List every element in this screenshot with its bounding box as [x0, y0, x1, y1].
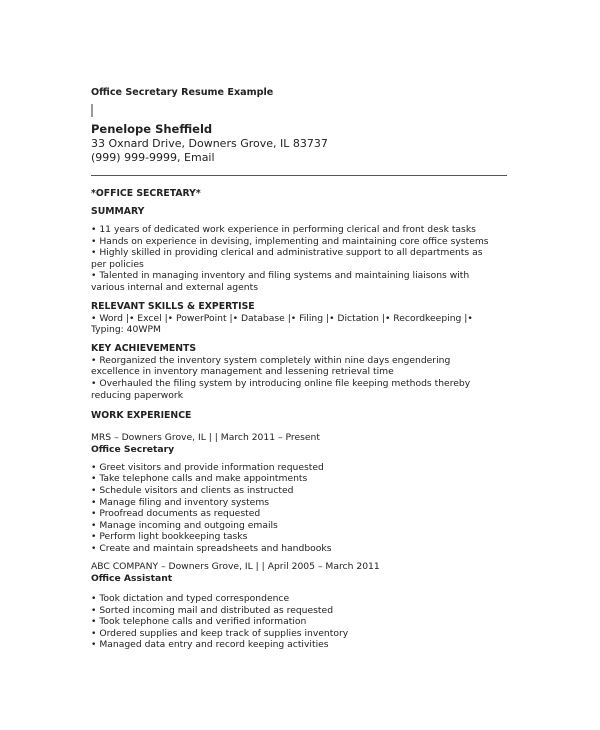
job-entry [91, 432, 511, 554]
list-item: • 11 years of dedicated work experience in performing clerical and front desk tasks [91, 224, 476, 235]
resume-page [91, 86, 511, 651]
achievements-list [91, 355, 511, 401]
list-item: • Took dictation and typed correspondence [91, 593, 290, 605]
address: 33 Oxnard Drive, Downers Grove, IL 83737 [91, 137, 328, 150]
job-title: Office Secretary [91, 443, 175, 455]
list-item: • Perform light bookkeeping tasks [91, 531, 248, 543]
list-item: • Sorted incoming mail and distributed as requested [91, 604, 334, 616]
skills-list: • Word |• Excel |• PowerPoint |• Database |• Filing |• Dictation |• Recordkeeping |• Typing: 40WPM [91, 312, 473, 336]
objective-title: *OFFICE SECRETARY* [91, 188, 201, 199]
company-line: ABC COMPANY – Downers Grove, IL | | April 2005 – March 2011 [91, 561, 380, 573]
list-item: • Manage incoming and outgoing emails [91, 519, 278, 531]
list-item: • Schedule visitors and clients as instructed [91, 484, 294, 496]
list-item: • Greet visitors and provide information requested [91, 461, 324, 473]
duties-list [91, 462, 511, 555]
document-title: Office Secretary Resume Example [91, 87, 274, 98]
summary-heading: SUMMARY [91, 206, 145, 217]
list-item: • Ordered supplies and keep track of supplies inventory [91, 627, 349, 639]
list-item: • Manage filing and inventory systems [91, 496, 270, 508]
job-entry [91, 561, 511, 651]
list-item: • Proofread documents as requested [91, 508, 261, 520]
phone-email: (999) 999-9999, Email [91, 151, 215, 164]
text-cursor-marker [91, 104, 93, 117]
list-item: • Overhauled the filing system by introducing online file keeping methods thereby reducing paperwork [91, 377, 471, 401]
job-title: Office Assistant [91, 573, 173, 585]
candidate-name: Penelope Sheffield [91, 122, 213, 136]
achievements-heading: KEY ACHIEVEMENTS [91, 342, 197, 354]
list-item: • Managed data entry and record keeping activities [91, 639, 329, 651]
duties-list [91, 593, 511, 651]
list-item: • Create and maintain spreadsheets and handbooks [91, 542, 332, 554]
list-item: • Hands on experience in devising, implementing and maintaining core office systems [91, 235, 489, 247]
experience-heading: WORK EXPERIENCE [91, 410, 192, 422]
list-item: • Talented in managing inventory and filing systems and maintaining liaisons with various internal and external agents [91, 270, 470, 293]
header-divider [91, 175, 507, 176]
summary-list [91, 224, 511, 294]
company-line: MRS – Downers Grove, IL | | March 2011 – Present [91, 432, 320, 444]
list-item: • Took telephone calls and verified information [91, 616, 307, 628]
list-item: • Reorganized the inventory system completely within nine days engendering excellence in inventory management and lessening retrieval time [91, 354, 451, 378]
list-item: • Take telephone calls and make appointments [91, 473, 308, 485]
skills-heading: RELEVANT SKILLS & EXPERTISE [91, 300, 255, 312]
list-item: • Highly skilled in providing clerical and administrative support to all departments as per policies [91, 247, 483, 270]
